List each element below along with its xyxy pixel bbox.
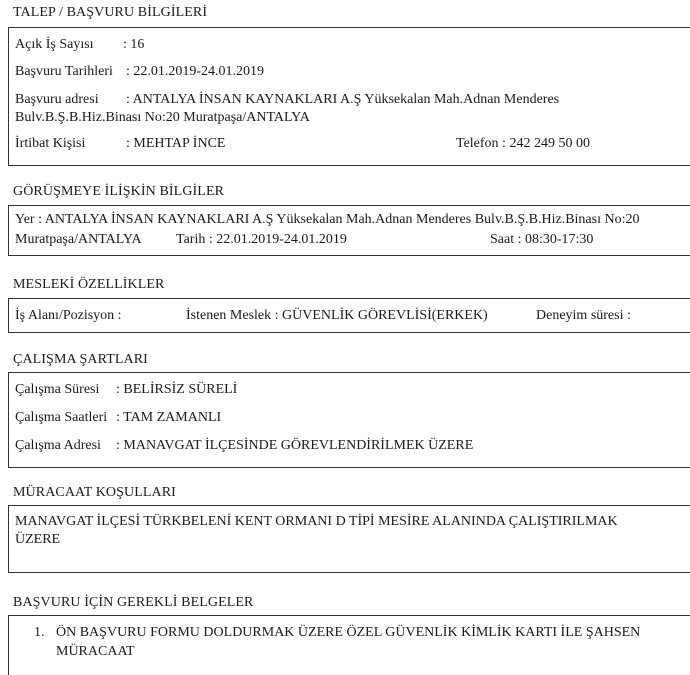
work-hours-value: : TAM ZAMANLI — [116, 410, 222, 425]
working-conditions-box — [8, 372, 690, 468]
interview-date: Tarih : 22.01.2019-24.01.2019 — [176, 232, 347, 247]
section-title-working-conditions: ÇALIŞMA ŞARTLARI — [13, 352, 148, 367]
interview-time: Saat : 08:30-17:30 — [490, 232, 594, 247]
requested-profession: İstenen Meslek : GÜVENLİK GÖREVLİSİ(ERKEK) — [186, 308, 488, 323]
application-info-box — [8, 27, 690, 166]
contact-person-value: : MEHTAP İNCE — [126, 136, 226, 151]
application-address-value: : ANTALYA İNSAN KAYNAKLARI A.Ş Yüksekalan Mah.Adnan Menderes — [126, 92, 560, 107]
section-title-interview: GÖRÜŞMEYE İLİŞKİN BİLGİLER — [13, 184, 225, 199]
interview-place-cont: Muratpaşa/ANTALYA — [15, 232, 142, 247]
open-jobs-value: : 16 — [123, 37, 145, 52]
section-title-application: TALEP / BAŞVURU BİLGİLERİ — [13, 5, 208, 20]
section-title-required-documents: BAŞVURU İÇİN GEREKLİ BELGELER — [13, 595, 254, 610]
field-position-label: İş Alanı/Pozisyon : — [15, 308, 122, 323]
application-conditions-box — [8, 505, 690, 573]
work-hours-label: Çalışma Saatleri — [15, 410, 108, 425]
profession-box — [8, 298, 690, 333]
interview-place: Yer : ANTALYA İNSAN KAYNAKLARI A.Ş Yüksekalan Mah.Adnan Menderes Bulv.B.Ş.B.Hiz.Binası No:20 — [15, 212, 640, 227]
application-dates-value: : 22.01.2019-24.01.2019 — [126, 64, 265, 79]
section-title-application-conditions: MÜRACAAT KOŞULLARI — [13, 485, 176, 500]
work-address-value: : MANAVGAT İLÇESİNDE GÖREVLENDİRİLMEK ÜZERE — [116, 438, 474, 453]
document-item-number: 1. — [34, 625, 45, 640]
work-address-label: Çalışma Adresi — [15, 438, 101, 453]
experience-duration: Deneyim süresi : — [536, 308, 631, 323]
work-duration-label: Çalışma Süresi — [15, 382, 100, 397]
application-conditions-text: MANAVGAT İLÇESİ TÜRKBELENİ KENT ORMANI D TİPİ MESİRE ALANINDA ÇALIŞTIRILMAK — [15, 514, 618, 529]
application-dates-label: Başvuru Tarihleri — [15, 64, 113, 79]
document-item-text: ÖN BAŞVURU FORMU DOLDURMAK ÜZERE ÖZEL GÜVENLİK KİMLİK KARTI İLE ŞAHSEN — [56, 625, 641, 640]
phone: Telefon : 242 249 50 00 — [456, 136, 590, 151]
application-address-value-cont: Bulv.B.Ş.B.Hiz.Binası No:20 Muratpaşa/ANTALYA — [15, 110, 310, 125]
application-address-label: Başvuru adresi — [15, 92, 99, 107]
work-duration-value: : BELİRSİZ SÜRELİ — [116, 382, 238, 397]
required-documents-box — [8, 615, 690, 675]
application-conditions-text-cont: ÜZERE — [15, 532, 61, 547]
contact-person-label: İrtibat Kişisi — [15, 136, 86, 151]
section-title-profession: MESLEKİ ÖZELLİKLER — [13, 277, 165, 292]
open-jobs-label: Açık İş Sayısı — [15, 37, 94, 52]
document-item-text-cont: MÜRACAAT — [56, 644, 135, 659]
interview-info-box — [8, 205, 690, 256]
